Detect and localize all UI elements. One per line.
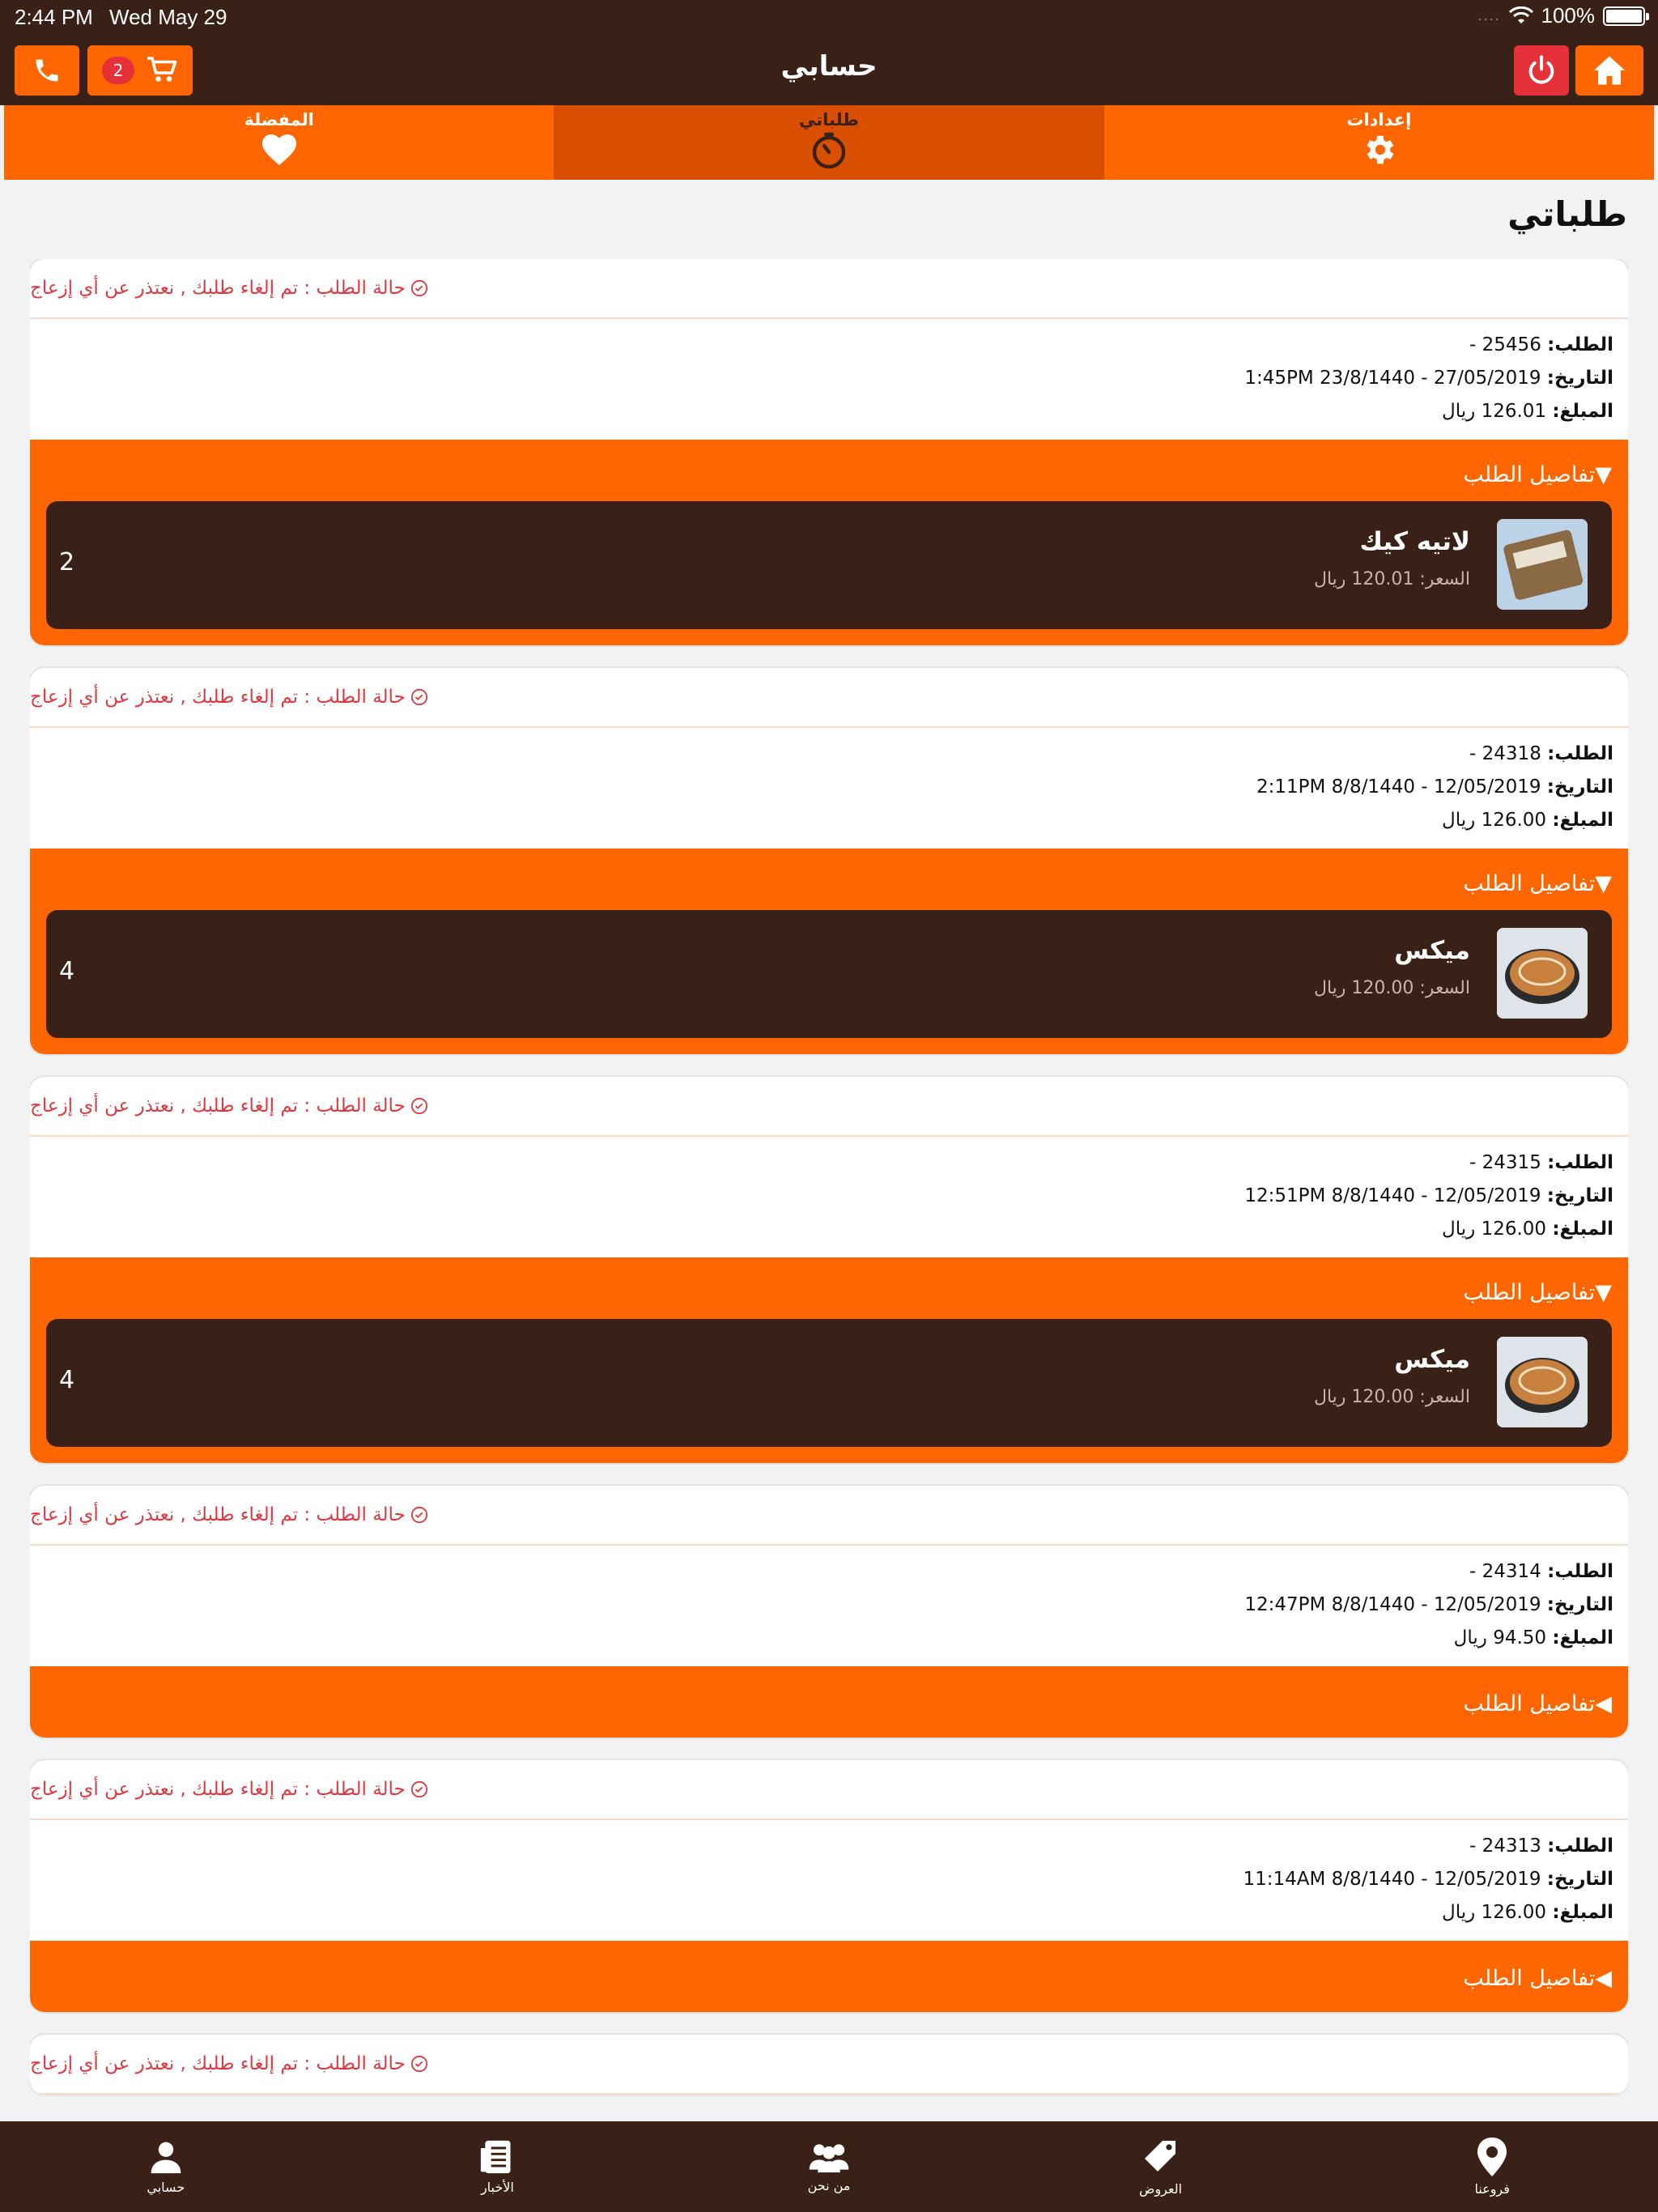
order-number-label: الطلب: — [1547, 743, 1613, 764]
order-details-section — [30, 849, 1628, 1054]
triangle-down-icon: ▼ — [1595, 1280, 1612, 1305]
order-details-section — [30, 1941, 1628, 2012]
order-details-toggle[interactable] — [46, 858, 1612, 910]
order-details-toggle[interactable] — [46, 1267, 1612, 1319]
order-date-label: التاريخ: — [1546, 1185, 1613, 1206]
wifi-icon — [1509, 6, 1533, 26]
battery-icon — [1603, 6, 1645, 26]
order-amount-row — [45, 804, 1613, 837]
order-status-text: حالة الطلب : تم إلغاء طلبك , نعتذر عن أي إزعاج — [30, 1504, 406, 1525]
location-pin-icon — [1476, 2138, 1508, 2176]
order-amount: 126.01 ريال — [1442, 401, 1547, 422]
order-date-label: التاريخ: — [1546, 776, 1613, 798]
tab-settings-label: إعدادات — [1346, 110, 1412, 130]
order-amount: 94.50 ريال — [1453, 1627, 1547, 1648]
order-card — [30, 1486, 1628, 1738]
triangle-left-icon: ◀ — [1595, 1691, 1612, 1716]
check-circle-icon — [410, 1780, 428, 1798]
order-amount-row — [45, 395, 1613, 428]
order-status-text: حالة الطلب : تم إلغاء طلبك , نعتذر عن أي إزعاج — [30, 1095, 406, 1117]
people-icon — [808, 2141, 850, 2173]
bottom-nav-label: من نحن — [807, 2177, 851, 2193]
product-image — [1497, 928, 1588, 1019]
bottom-nav-label: حسابي — [147, 2179, 185, 2195]
product-price — [1314, 1387, 1470, 1407]
check-circle-icon — [410, 2055, 428, 2073]
product-quantity: 4 — [59, 957, 75, 985]
order-date: 12/05/2019 - 8/8/1440 11:14AM — [1243, 1869, 1541, 1890]
order-amount-label: المبلغ: — [1552, 401, 1613, 422]
order-date-row — [45, 1180, 1613, 1213]
logout-button[interactable] — [1514, 45, 1569, 96]
order-amount-row — [45, 1213, 1613, 1246]
order-number-row — [45, 738, 1613, 771]
order-date: 12/05/2019 - 8/8/1440 12:51PM — [1244, 1185, 1541, 1206]
order-status-text: حالة الطلب : تم إلغاء طلبك , نعتذر عن أي إزعاج — [30, 687, 406, 708]
product-price-value: 120.00 ريال — [1313, 978, 1414, 998]
order-amount-row — [45, 1622, 1613, 1655]
bottom-nav-label: فروعنا — [1474, 2180, 1510, 2197]
order-status — [30, 668, 1628, 728]
order-amount: 126.00 ريال — [1442, 810, 1547, 831]
bottom-nav-offers[interactable] — [995, 2121, 1327, 2212]
order-details-section — [30, 1257, 1628, 1463]
triangle-down-icon: ▼ — [1595, 871, 1612, 896]
bottom-nav-label: العروض — [1139, 2180, 1183, 2197]
product-name: لاتيه كيك — [1359, 527, 1470, 556]
order-card — [30, 668, 1628, 1054]
order-date-row — [45, 362, 1613, 395]
product-image — [1497, 519, 1588, 610]
order-number-row — [45, 1146, 1613, 1180]
order-details-section — [30, 440, 1628, 645]
order-amount: 126.00 ريال — [1442, 1219, 1547, 1240]
order-status — [30, 2035, 1628, 2095]
order-number: 24315 - — [1469, 1152, 1541, 1173]
page-header-title: حسابي — [780, 50, 878, 83]
order-item — [46, 1319, 1612, 1447]
check-circle-icon — [410, 279, 428, 297]
order-card — [30, 2035, 1628, 2095]
order-status — [30, 1486, 1628, 1546]
product-price-label: السعر: — [1419, 1387, 1470, 1407]
order-amount-label: المبلغ: — [1552, 1219, 1613, 1240]
order-date: 12/05/2019 - 8/8/1440 2:11PM — [1256, 776, 1541, 798]
product-price — [1314, 569, 1470, 589]
order-info — [30, 319, 1628, 440]
product-name: ميكس — [1394, 1345, 1470, 1374]
status-time: 2:44 PM — [15, 5, 93, 29]
check-circle-icon — [410, 688, 428, 706]
order-number-label: الطلب: — [1547, 1561, 1613, 1582]
check-circle-icon — [410, 1506, 428, 1524]
order-item — [46, 910, 1612, 1038]
product-price-value: 120.01 ريال — [1313, 569, 1414, 589]
tag-icon — [1141, 2138, 1180, 2176]
order-date-row — [45, 1863, 1613, 1896]
order-date: 27/05/2019 - 23/8/1440 1:45PM — [1244, 368, 1541, 389]
order-number-row — [45, 1555, 1613, 1589]
battery-percent: 100% — [1541, 3, 1595, 28]
order-status — [30, 1077, 1628, 1137]
triangle-left-icon: ◀ — [1595, 1966, 1612, 1991]
order-date-row — [45, 771, 1613, 804]
order-details-label: تفاصيل الطلب — [1463, 1280, 1596, 1305]
product-price-label: السعر: — [1419, 978, 1470, 998]
order-info — [30, 1137, 1628, 1257]
order-amount-row — [45, 1896, 1613, 1929]
tab-favorites[interactable] — [4, 105, 554, 180]
order-number: 24314 - — [1469, 1561, 1541, 1582]
order-details-label: تفاصيل الطلب — [1463, 1691, 1596, 1716]
orders-list[interactable] — [30, 259, 1628, 2121]
order-number-row — [45, 1830, 1613, 1863]
timer-icon — [810, 131, 848, 170]
order-number: 25456 - — [1469, 334, 1541, 355]
home-button[interactable] — [1575, 45, 1643, 96]
product-quantity: 4 — [59, 1366, 75, 1394]
order-status-text: حالة الطلب : تم إلغاء طلبك , نعتذر عن أي إزعاج — [30, 2053, 406, 2074]
bottom-navigation — [0, 2121, 1658, 2212]
order-info — [30, 1546, 1628, 1666]
order-number-label: الطلب: — [1547, 1836, 1613, 1857]
product-price-label: السعر: — [1419, 569, 1470, 589]
status-date: Wed May 29 — [109, 5, 227, 29]
signal-icon: .... — [1477, 7, 1501, 23]
news-icon — [479, 2139, 515, 2175]
order-status — [30, 259, 1628, 319]
order-date-row — [45, 1589, 1613, 1622]
order-amount-label: المبلغ: — [1552, 810, 1613, 831]
tab-settings[interactable] — [1104, 105, 1654, 180]
order-number-row — [45, 329, 1613, 362]
order-number: 24318 - — [1469, 743, 1541, 764]
status-right — [1477, 3, 1645, 28]
cart-count-badge: 2 — [102, 57, 134, 84]
check-circle-icon — [410, 1097, 428, 1115]
order-number-label: الطلب: — [1547, 334, 1613, 355]
order-details-label: تفاصيل الطلب — [1463, 462, 1596, 487]
order-details-section — [30, 1666, 1628, 1738]
order-details-label: تفاصيل الطلب — [1463, 1966, 1596, 1991]
order-status-text: حالة الطلب : تم إلغاء طلبك , نعتذر عن أي إزعاج — [30, 1779, 406, 1800]
user-icon — [148, 2139, 184, 2175]
order-status — [30, 1760, 1628, 1820]
product-name: ميكس — [1394, 936, 1470, 965]
order-date-label: التاريخ: — [1546, 1869, 1613, 1890]
tab-favorites-label: المفضلة — [244, 110, 314, 130]
order-card — [30, 259, 1628, 645]
order-info — [30, 1820, 1628, 1941]
bottom-nav-my-account[interactable] — [0, 2121, 332, 2212]
product-quantity: 2 — [59, 548, 75, 576]
heart-icon — [259, 131, 300, 167]
product-price-value: 120.00 ريال — [1313, 1387, 1414, 1407]
order-amount: 126.00 ريال — [1442, 1902, 1547, 1923]
order-number-label: الطلب: — [1547, 1152, 1613, 1173]
triangle-down-icon: ▼ — [1595, 462, 1612, 487]
bottom-nav-news[interactable] — [332, 2121, 664, 2212]
order-details-label: تفاصيل الطلب — [1463, 871, 1596, 896]
order-card — [30, 1760, 1628, 2012]
page-title: طلباتي — [1507, 194, 1627, 234]
tab-my-orders[interactable] — [554, 105, 1103, 180]
account-tab-bar — [4, 105, 1654, 180]
order-card — [30, 1077, 1628, 1463]
navigation-bar — [0, 36, 1658, 105]
order-amount-label: المبلغ: — [1552, 1902, 1613, 1923]
bottom-nav-branches[interactable] — [1326, 2121, 1658, 2212]
order-status-text: حالة الطلب : تم إلغاء طلبك , نعتذر عن أي إزعاج — [30, 278, 406, 299]
bottom-nav-about-us[interactable] — [663, 2121, 995, 2212]
product-image — [1497, 1337, 1588, 1427]
order-amount-label: المبلغ: — [1552, 1627, 1613, 1648]
order-date-label: التاريخ: — [1546, 368, 1613, 389]
order-details-toggle[interactable] — [46, 1950, 1612, 2007]
order-date-label: التاريخ: — [1546, 1594, 1613, 1615]
product-price — [1314, 978, 1470, 998]
order-item — [46, 501, 1612, 629]
order-number: 24313 - — [1469, 1836, 1541, 1857]
status-bar — [0, 0, 1658, 36]
bottom-nav-label: الأخبار — [480, 2179, 514, 2195]
gear-icon — [1360, 131, 1397, 168]
home-icon — [1592, 54, 1626, 87]
order-details-toggle[interactable] — [46, 449, 1612, 501]
order-info — [30, 728, 1628, 849]
order-details-toggle[interactable] — [46, 1676, 1612, 1733]
power-icon — [1525, 54, 1558, 87]
order-date: 12/05/2019 - 8/8/1440 12:47PM — [1244, 1594, 1541, 1615]
tab-my-orders-label: طلباتي — [799, 110, 859, 130]
